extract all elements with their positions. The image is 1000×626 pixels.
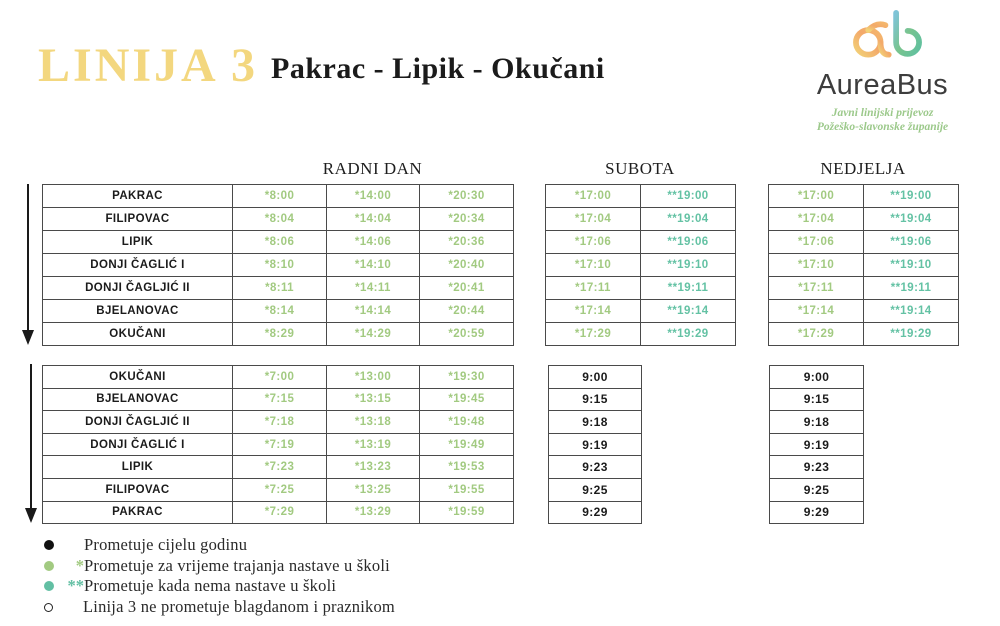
time-cell: *17:11 bbox=[546, 277, 641, 300]
table-row bbox=[546, 208, 736, 231]
time-cell: **19:06 bbox=[864, 231, 959, 254]
time-cell: *14:29 bbox=[327, 323, 420, 346]
time-cell: **19:04 bbox=[864, 208, 959, 231]
table-row bbox=[549, 388, 642, 411]
time-cell: *8:04 bbox=[233, 208, 327, 231]
time-cell: **19:04 bbox=[641, 208, 736, 231]
legend-item bbox=[40, 597, 600, 618]
table-row bbox=[546, 231, 736, 254]
station-cell: BJELANOVAC bbox=[43, 300, 233, 323]
time-cell: **19:10 bbox=[864, 254, 959, 277]
time-cell: *7:19 bbox=[233, 433, 327, 456]
station-cell: FILIPOVAC bbox=[43, 208, 233, 231]
station-cell: PAKRAC bbox=[43, 501, 233, 524]
legend-text: Linija 3 ne prometuje blagdanom i praznikom bbox=[83, 597, 395, 617]
legend-filled-green-bullet-icon bbox=[44, 561, 54, 571]
time-cell: *17:00 bbox=[546, 185, 641, 208]
station-cell: OKUČANI bbox=[43, 366, 233, 389]
time-cell: **19:11 bbox=[641, 277, 736, 300]
time-cell: 9:18 bbox=[549, 411, 642, 434]
time-cell: *19:53 bbox=[420, 456, 514, 479]
table-row bbox=[43, 231, 514, 254]
time-cell: **19:00 bbox=[864, 185, 959, 208]
time-cell: 9:00 bbox=[770, 366, 864, 389]
table-row bbox=[546, 300, 736, 323]
time-cell: *8:00 bbox=[233, 185, 327, 208]
time-cell: *14:04 bbox=[327, 208, 420, 231]
route-title: Pakrac - Lipik - Okučani bbox=[271, 52, 605, 85]
time-cell: 9:19 bbox=[770, 433, 864, 456]
time-cell: *13:18 bbox=[327, 411, 420, 434]
time-cell: *13:23 bbox=[327, 456, 420, 479]
time-cell: *20:30 bbox=[420, 185, 514, 208]
station-cell: LIPIK bbox=[43, 231, 233, 254]
time-cell: *17:29 bbox=[769, 323, 864, 346]
time-cell: *20:36 bbox=[420, 231, 514, 254]
table-row bbox=[770, 411, 864, 434]
time-cell: *8:11 bbox=[233, 277, 327, 300]
station-cell: DONJI ČAGLIĆ I bbox=[43, 433, 233, 456]
time-cell: 9:29 bbox=[549, 501, 642, 524]
legend-item bbox=[40, 556, 600, 577]
table-row bbox=[770, 456, 864, 479]
time-cell: *8:06 bbox=[233, 231, 327, 254]
table-row bbox=[43, 388, 514, 411]
header-radni-dan: RADNI DAN bbox=[322, 159, 423, 178]
time-cell: *8:14 bbox=[233, 300, 327, 323]
time-cell: *20:44 bbox=[420, 300, 514, 323]
table-row bbox=[43, 300, 514, 323]
time-cell: *7:15 bbox=[233, 388, 327, 411]
direction2-down-arrow-icon bbox=[20, 361, 42, 530]
time-cell: *19:59 bbox=[420, 501, 514, 524]
table-row bbox=[546, 254, 736, 277]
time-cell: *17:06 bbox=[546, 231, 641, 254]
legend-filled-teal-bullet-icon bbox=[44, 581, 54, 591]
brand-tagline bbox=[795, 107, 970, 134]
time-cell: *13:00 bbox=[327, 366, 420, 389]
table-row bbox=[770, 433, 864, 456]
time-cell: *17:29 bbox=[546, 323, 641, 346]
legend-text: Prometuje kada nema nastave u školi bbox=[84, 576, 337, 596]
time-cell: *20:41 bbox=[420, 277, 514, 300]
time-cell: 9:19 bbox=[549, 433, 642, 456]
time-cell: *17:04 bbox=[546, 208, 641, 231]
station-cell: BJELANOVAC bbox=[43, 388, 233, 411]
time-cell: **19:29 bbox=[864, 323, 959, 346]
table-row bbox=[549, 456, 642, 479]
table-row bbox=[43, 277, 514, 300]
time-cell: 9:25 bbox=[549, 478, 642, 501]
time-cell: *14:14 bbox=[327, 300, 420, 323]
legend bbox=[40, 535, 600, 617]
time-cell: *20:40 bbox=[420, 254, 514, 277]
legend-symbol: ** bbox=[67, 576, 84, 596]
brand-tagline-line1: Javni linijski prijevoz bbox=[831, 107, 934, 119]
timetable-direction1-nedjelja bbox=[768, 184, 959, 346]
time-cell: *13:29 bbox=[327, 501, 420, 524]
time-cell: *17:04 bbox=[769, 208, 864, 231]
legend-text: Prometuje cijelu godinu bbox=[84, 535, 248, 555]
time-cell: 9:15 bbox=[549, 388, 642, 411]
time-cell: *14:11 bbox=[327, 277, 420, 300]
time-cell: *7:18 bbox=[233, 411, 327, 434]
table-row bbox=[549, 366, 642, 389]
table-row bbox=[769, 323, 959, 346]
legend-open-black-bullet-icon bbox=[44, 603, 53, 612]
brand-tagline-line2: Požeško-slavonske županije bbox=[816, 120, 949, 133]
table-row bbox=[549, 478, 642, 501]
aureabus-ab-icon bbox=[795, 6, 970, 69]
table-row bbox=[769, 277, 959, 300]
table-row bbox=[546, 277, 736, 300]
station-cell: FILIPOVAC bbox=[43, 478, 233, 501]
time-cell: **19:00 bbox=[641, 185, 736, 208]
time-cell: 9:25 bbox=[770, 478, 864, 501]
station-cell: DONJI ČAGLIĆ I bbox=[43, 254, 233, 277]
station-cell: PAKRAC bbox=[43, 185, 233, 208]
table-row bbox=[43, 208, 514, 231]
time-cell: **19:10 bbox=[641, 254, 736, 277]
table-row bbox=[43, 185, 514, 208]
time-cell: *17:00 bbox=[769, 185, 864, 208]
table-row bbox=[549, 501, 642, 524]
table-row bbox=[549, 433, 642, 456]
time-cell: *7:29 bbox=[233, 501, 327, 524]
time-cell: *17:11 bbox=[769, 277, 864, 300]
header-subota: SUBOTA bbox=[605, 159, 675, 178]
table-row bbox=[769, 254, 959, 277]
timetable-direction1-subota bbox=[545, 184, 736, 346]
direction1-down-arrow-icon bbox=[17, 181, 39, 352]
legend-text: Prometuje za vrijeme trajanja nastave u školi bbox=[84, 555, 390, 575]
table-row bbox=[769, 231, 959, 254]
time-cell: *13:25 bbox=[327, 478, 420, 501]
legend-filled-black-bullet-icon bbox=[44, 540, 54, 550]
table-row bbox=[769, 208, 959, 231]
table-row bbox=[549, 411, 642, 434]
time-cell: *14:06 bbox=[327, 231, 420, 254]
time-cell: *7:25 bbox=[233, 478, 327, 501]
timetable-direction2-subota bbox=[548, 365, 642, 524]
time-cell: 9:23 bbox=[770, 456, 864, 479]
time-cell: *19:55 bbox=[420, 478, 514, 501]
time-cell: *7:23 bbox=[233, 456, 327, 479]
time-cell: 9:29 bbox=[770, 501, 864, 524]
legend-item bbox=[40, 576, 600, 597]
time-cell: *20:59 bbox=[420, 323, 514, 346]
time-cell: 9:18 bbox=[770, 411, 864, 434]
brand-name: AureaBus bbox=[816, 69, 949, 101]
table-row bbox=[769, 185, 959, 208]
timetable-direction2-radni-dan bbox=[42, 365, 514, 524]
table-row bbox=[770, 501, 864, 524]
time-cell: *14:10 bbox=[327, 254, 420, 277]
legend-item bbox=[40, 535, 600, 556]
table-row bbox=[43, 478, 514, 501]
table-row bbox=[43, 411, 514, 434]
table-row bbox=[43, 254, 514, 277]
table-row bbox=[43, 456, 514, 479]
table-row bbox=[43, 366, 514, 389]
time-cell: 9:15 bbox=[770, 388, 864, 411]
time-cell: **19:11 bbox=[864, 277, 959, 300]
header-nedjelja: NEDJELJA bbox=[820, 159, 906, 178]
time-cell: *7:00 bbox=[233, 366, 327, 389]
timetable-direction1-radni-dan bbox=[42, 184, 514, 346]
station-cell: DONJI ČAGLJIĆ II bbox=[43, 411, 233, 434]
table-row bbox=[546, 185, 736, 208]
table-row bbox=[770, 478, 864, 501]
station-cell: LIPIK bbox=[43, 456, 233, 479]
time-cell: *17:14 bbox=[546, 300, 641, 323]
time-cell: *8:29 bbox=[233, 323, 327, 346]
timetable-direction2-nedjelja bbox=[769, 365, 864, 524]
time-cell: *13:15 bbox=[327, 388, 420, 411]
time-cell: *19:30 bbox=[420, 366, 514, 389]
time-cell: 9:23 bbox=[549, 456, 642, 479]
line-title: LINIJA 3 bbox=[38, 39, 259, 92]
time-cell: *17:06 bbox=[769, 231, 864, 254]
time-cell: **19:06 bbox=[641, 231, 736, 254]
aureabus-logo bbox=[795, 6, 970, 134]
legend-symbol: * bbox=[75, 555, 84, 575]
time-cell: **19:14 bbox=[641, 300, 736, 323]
time-cell: *8:10 bbox=[233, 254, 327, 277]
time-cell: *19:48 bbox=[420, 411, 514, 434]
time-cell: *19:45 bbox=[420, 388, 514, 411]
table-row bbox=[43, 433, 514, 456]
time-cell: **19:29 bbox=[641, 323, 736, 346]
time-cell: *17:10 bbox=[769, 254, 864, 277]
time-cell: **19:14 bbox=[864, 300, 959, 323]
time-cell: *17:14 bbox=[769, 300, 864, 323]
time-cell: *13:19 bbox=[327, 433, 420, 456]
time-cell: *20:34 bbox=[420, 208, 514, 231]
table-row bbox=[43, 323, 514, 346]
time-cell: *17:10 bbox=[546, 254, 641, 277]
table-row bbox=[43, 501, 514, 524]
time-cell: 9:00 bbox=[549, 366, 642, 389]
time-cell: *19:49 bbox=[420, 433, 514, 456]
table-row bbox=[546, 323, 736, 346]
table-row bbox=[769, 300, 959, 323]
station-cell: DONJI ČAGLJIĆ II bbox=[43, 277, 233, 300]
station-cell: OKUČANI bbox=[43, 323, 233, 346]
time-cell: *14:00 bbox=[327, 185, 420, 208]
table-row bbox=[770, 366, 864, 389]
table-row bbox=[770, 388, 864, 411]
